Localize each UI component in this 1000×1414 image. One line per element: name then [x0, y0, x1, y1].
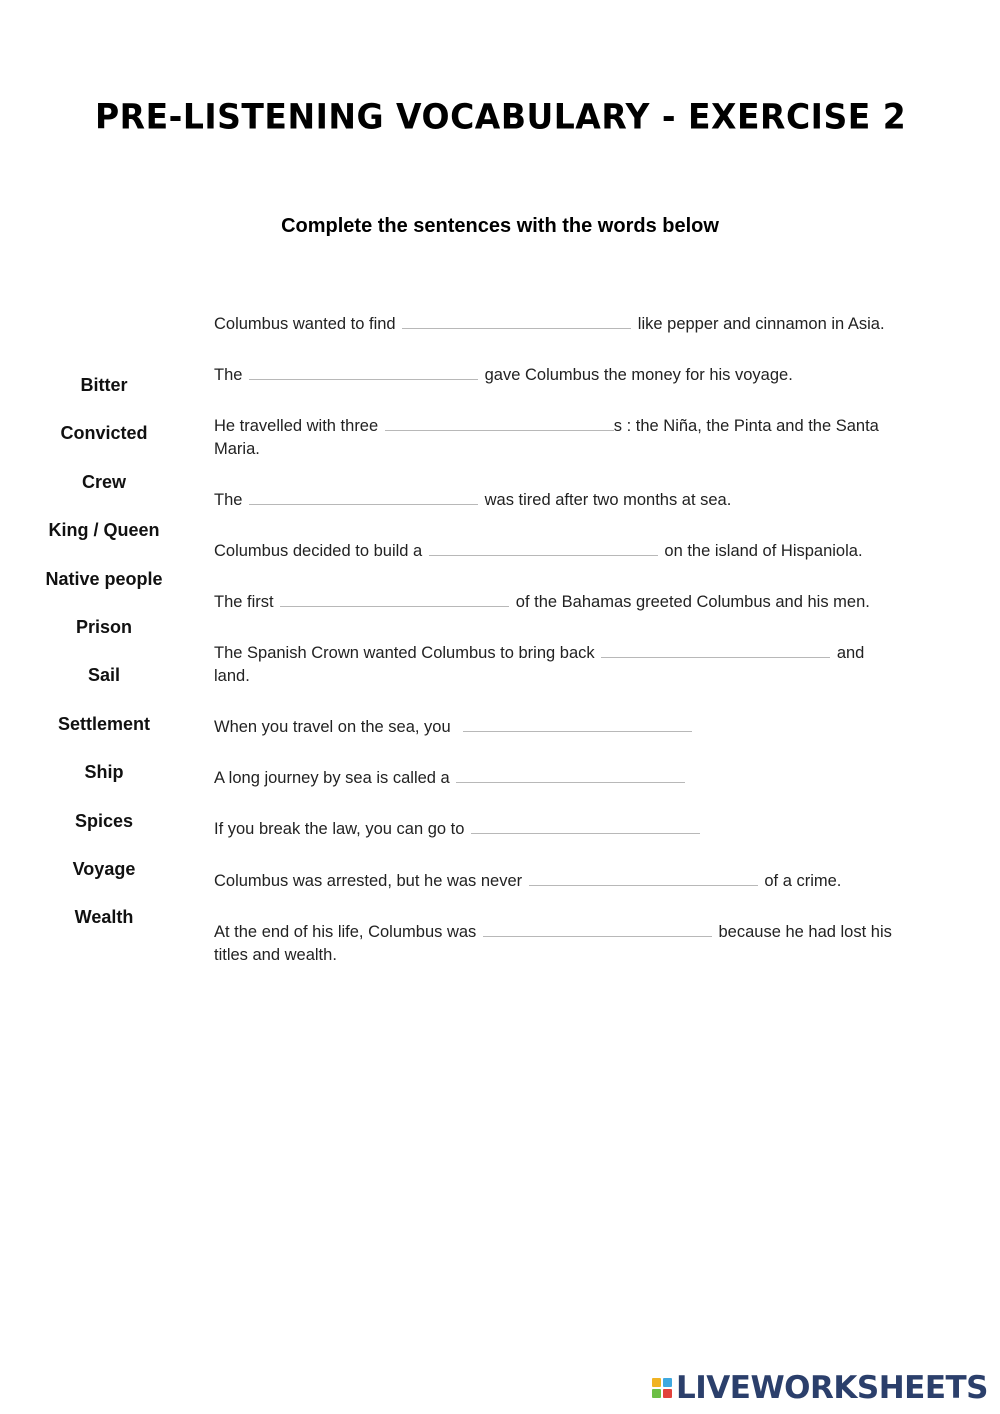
- sentence-text-after: of a crime.: [764, 872, 842, 890]
- sentence-text-after: of the Bahamas greeted Columbus and his men.: [515, 593, 870, 611]
- answer-blank[interactable]: [529, 872, 758, 886]
- sentence-text-before: The first: [214, 593, 274, 611]
- answer-blank[interactable]: [385, 417, 614, 431]
- sentence-text-before: The: [214, 491, 243, 509]
- sentence-6: [214, 591, 904, 614]
- sentence-text-after: and land.: [214, 644, 865, 685]
- sentence-text-before: A long journey by sea is called a: [214, 769, 450, 787]
- sentence-text-after: on the island of Hispaniola.: [664, 542, 863, 560]
- instruction: Complete the sentences with the words below: [281, 215, 719, 237]
- sentence-text-before: He travelled with three: [214, 417, 379, 435]
- answer-blank[interactable]: [463, 718, 692, 732]
- logo-text: LIVEWORKSHEETS: [676, 1370, 988, 1406]
- word-bank: [30, 372, 178, 953]
- word-bank-item: Convicted: [60, 423, 148, 444]
- word-bank-item: King / Queen: [48, 520, 160, 541]
- sentence-9: [214, 767, 904, 790]
- word-bank-item: Settlement: [57, 713, 151, 734]
- liveworksheets-logo: [652, 1370, 988, 1406]
- sentence-text-before: The Spanish Crown wanted Columbus to bring back: [214, 644, 595, 662]
- answer-blank[interactable]: [249, 491, 478, 505]
- sentence-text-before: Columbus decided to build a: [214, 542, 423, 560]
- logo-square: [652, 1389, 661, 1398]
- sentence-text-before: Columbus was arrested, but he was never: [214, 872, 523, 890]
- answer-blank[interactable]: [601, 644, 830, 658]
- sentence-text-after: was tired after two months at sea.: [484, 491, 732, 509]
- sentence-3: [214, 415, 904, 461]
- sentence-7: [214, 642, 904, 688]
- sentence-12: [214, 921, 904, 967]
- logo-square: [652, 1378, 661, 1387]
- word-bank-item: Voyage: [72, 858, 136, 879]
- logo-squares-icon: [652, 1378, 672, 1398]
- sentence-text-before: Columbus wanted to find: [214, 315, 396, 333]
- answer-blank[interactable]: [483, 923, 712, 937]
- page-title: PRE-LISTENING VOCABULARY - EXERCISE 2: [95, 96, 907, 137]
- sentence-text-before: At the end of his life, Columbus was: [214, 923, 477, 941]
- answer-blank[interactable]: [249, 366, 478, 380]
- logo-square: [663, 1378, 672, 1387]
- answer-blank[interactable]: [429, 542, 658, 556]
- logo-square: [663, 1389, 672, 1398]
- sentence-5: [214, 540, 904, 563]
- sentence-11: [214, 870, 904, 893]
- sentence-text-after: s : the Niña, the Pinta and the Santa Maria.: [214, 417, 879, 458]
- word-bank-item: Crew: [81, 471, 126, 492]
- word-bank-item: Bitter: [80, 375, 128, 395]
- sentence-10: [214, 818, 904, 841]
- word-bank-item: Prison: [75, 616, 132, 637]
- answer-blank[interactable]: [402, 315, 631, 329]
- word-bank-item: Native people: [45, 568, 163, 589]
- word-bank-item: Ship: [84, 762, 124, 783]
- sentence-8: [214, 716, 904, 739]
- sentence-text-before: The: [214, 366, 243, 384]
- sentence-text-after: gave Columbus the money for his voyage.: [484, 366, 793, 384]
- answer-blank[interactable]: [471, 820, 700, 834]
- word-bank-item: Spices: [74, 810, 134, 831]
- word-bank-item: Sail: [87, 665, 121, 686]
- sentence-text-before: When you travel on the sea, you: [214, 718, 451, 736]
- sentence-4: [214, 489, 904, 512]
- sentence-2: [214, 364, 904, 387]
- sentence-text-before: If you break the law, you can go to: [214, 820, 465, 838]
- answer-blank[interactable]: [456, 769, 685, 783]
- sentence-text-after: because he had lost his titles and wealth.: [214, 923, 892, 964]
- word-bank-item: Wealth: [74, 907, 134, 928]
- sentence-1: [214, 313, 904, 336]
- sentence-text-after: like pepper and cinnamon in Asia.: [637, 315, 885, 333]
- answer-blank[interactable]: [280, 593, 509, 607]
